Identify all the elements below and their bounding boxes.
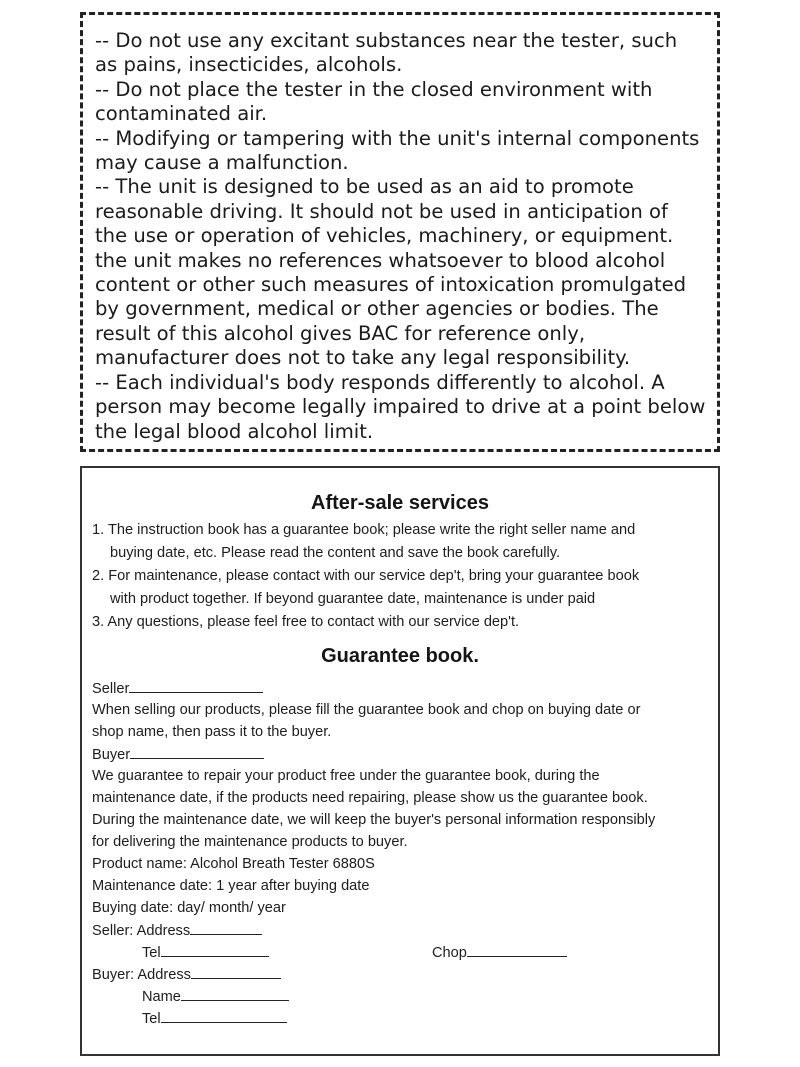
product-name: Product name: Alcohol Breath Tester 6880S [92, 856, 375, 872]
buyer-blank [130, 745, 264, 759]
after-sale-item-2-cont: with product together. If beyond guarantee date, maintenance is under paid [110, 591, 596, 607]
after-sale-title: After-sale services [311, 492, 489, 514]
chop-field [432, 943, 567, 962]
warning-line: as pains, insecticides, alcohols. [95, 53, 403, 77]
guarantee-title: Guarantee book. [321, 645, 479, 667]
buying-date: Buying date: day/ month/ year [92, 900, 286, 916]
after-sale-item-1-cont: buying date, etc. Please read the content and save the book carefully. [110, 545, 560, 561]
after-sale-item-1: 1. The instruction book has a guarantee book; please write the right seller name and [92, 522, 636, 538]
seller-field [92, 679, 263, 698]
seller-address-blank [190, 921, 262, 935]
chop-blank [467, 943, 567, 957]
warning-line: contaminated air. [95, 102, 268, 126]
buyer-name-label: Name [142, 989, 181, 1005]
warning-line: -- The unit is designed to be used as an aid to promote [95, 175, 634, 199]
after-sale-item-2: 2. For maintenance, please contact with our service dep't, bring your guarantee book [92, 568, 640, 584]
seller-blank [129, 679, 263, 693]
warning-line: person may become legally impaired to drive at a point below [95, 395, 706, 419]
seller-tel-blank [161, 943, 269, 957]
guarantee-text-1: We guarantee to repair your product free under the guarantee book, during the [92, 768, 600, 784]
after-sale-item-3: 3. Any questions, please feel free to contact with our service dep't. [92, 614, 520, 630]
warning-line: the legal blood alcohol limit. [95, 419, 374, 443]
seller-text-cont: shop name, then pass it to the buyer. [92, 724, 332, 740]
warning-line: the use or operation of vehicles, machinery, or equipment. [95, 224, 674, 248]
guarantee-text-3: During the maintenance date, we will keep the buyer's personal information responsibly [92, 812, 656, 828]
warnings-panel [80, 12, 720, 452]
seller-tel-label: Tel [142, 945, 161, 961]
warning-line: may cause a malfunction. [95, 151, 349, 175]
guarantee-text-4: for delivering the maintenance products to buyer. [92, 834, 408, 850]
warning-line: -- Do not place the tester in the closed environment with [95, 77, 653, 101]
maintenance-date: Maintenance date: 1 year after buying date [92, 878, 370, 894]
seller-text: When selling our products, please fill the guarantee book and chop on buying date or [92, 702, 641, 718]
service-guarantee-panel [80, 466, 720, 1056]
warning-line: -- Do not use any excitant substances near the tester, such [95, 29, 678, 52]
seller-address-label: Seller: Address [92, 923, 191, 939]
warning-line: reasonable driving. It should not be used in anticipation of [95, 199, 668, 223]
warning-line: result of this alcohol gives BAC for reference only, [95, 321, 586, 345]
warning-line: by government, medical or other agencies or bodies. The [95, 297, 659, 321]
buyer-field [92, 745, 264, 764]
buyer-address-field [92, 965, 281, 984]
seller-tel-field [142, 943, 269, 962]
buyer-label: Buyer [92, 747, 131, 763]
guarantee-text-2: maintenance date, if the products need repairing, please show us the guarantee book. [92, 790, 648, 806]
buyer-tel-label: Tel [142, 1011, 161, 1027]
warning-line: manufacturer does not to take any legal responsibility. [95, 346, 631, 370]
warnings-text [95, 29, 709, 444]
buyer-tel-blank [161, 1009, 287, 1023]
chop-label: Chop [432, 945, 467, 961]
warning-line: -- Modifying or tampering with the unit's internal components [95, 126, 700, 150]
buyer-name-field [142, 987, 289, 1006]
buyer-address-label: Buyer: Address [92, 967, 191, 983]
seller-label: Seller [92, 681, 130, 697]
warning-line: -- Each individual's body responds differently to alcohol. A [95, 370, 665, 394]
buyer-address-blank [191, 965, 281, 979]
buyer-tel-field [142, 1009, 287, 1028]
warning-line: content or other such measures of intoxication promulgated [95, 273, 687, 297]
warning-line: the unit makes no references whatsoever to blood alcohol [95, 248, 666, 272]
seller-address-field [92, 921, 262, 940]
buyer-name-blank [181, 987, 289, 1001]
